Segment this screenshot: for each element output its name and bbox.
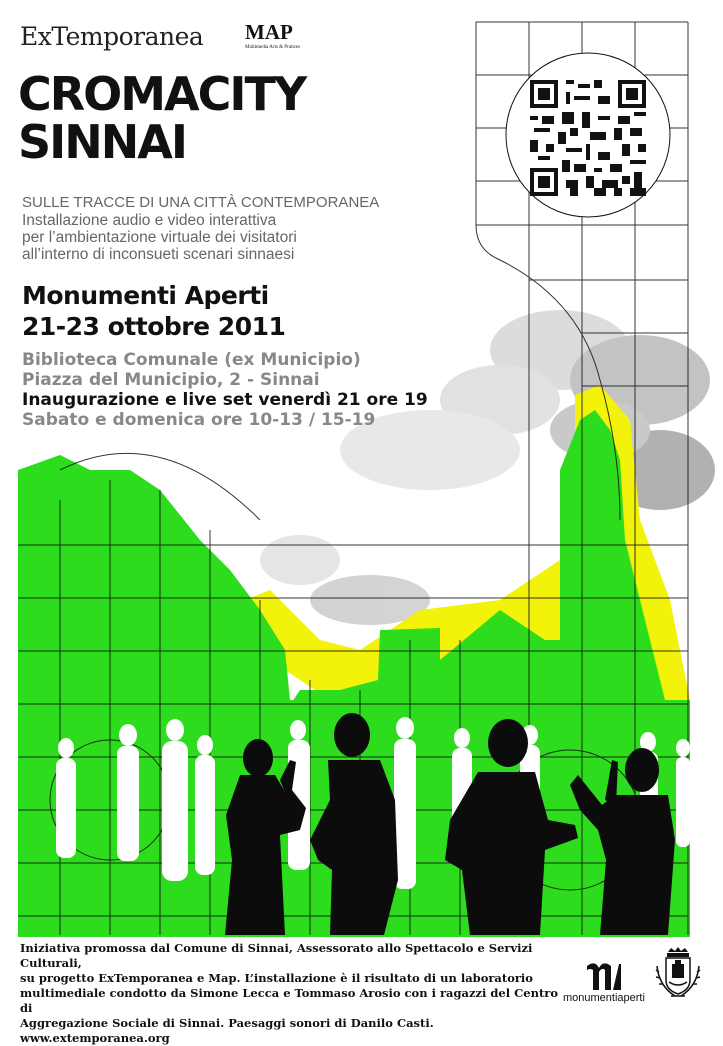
- green-tree: [18, 455, 290, 720]
- footer-line-1: Iniziativa promossa dal Comune di Sinnai, Assessorato allo Spettacolo e Servizi Culturali,: [20, 941, 533, 970]
- map-logo: MAP: [245, 20, 293, 44]
- monumenti-aperti-text: monumentiaperti: [563, 992, 645, 1004]
- event-dates: 21-23 ottobre 2011: [22, 312, 286, 341]
- poster-subtitle: SULLE TRACCE DI UNA CITTÀ CONTEMPORANEA: [22, 194, 380, 211]
- description-line-1: Installazione audio e video interattiva: [22, 212, 277, 229]
- monumenti-aperti-logo-icon: [583, 960, 623, 992]
- qr-code-icon[interactable]: [530, 80, 646, 196]
- event-heading: [22, 280, 285, 342]
- venue-info: [22, 350, 428, 430]
- venue-line-4: Sabato e domenica ore 10-13 / 15-19: [22, 410, 376, 430]
- footer-credits: [20, 941, 560, 1046]
- title-line-2: SINNAI: [18, 115, 186, 169]
- poster-title: [18, 67, 306, 169]
- footer-line-2: su progetto ExTemporanea e Map. L’installazione è il risultato di un laboratorio: [20, 971, 533, 985]
- venue-line-1: Biblioteca Comunale (ex Municipio): [22, 350, 361, 370]
- footer-line-4: Aggregazione Sociale di Sinnai. Paesaggi sonori di Danilo Casti. www.extemporanea.org: [20, 1016, 434, 1045]
- venue-line-2: Piazza del Municipio, 2 - Sinnai: [22, 370, 320, 390]
- venue-line-3: Inaugurazione e live set venerdì 21 ore 19: [22, 390, 428, 410]
- description-line-3: all’interno di inconsueti scenari sinnaesi: [22, 246, 295, 263]
- extemporanea-logo: ExTemporanea: [20, 22, 204, 51]
- footer-line-3: multimediale condotto da Simone Lecca e Tommaso Arosio con i ragazzi del Centro di: [20, 986, 558, 1015]
- map-logo-subtitle: Multimedia Arts & Pratices: [245, 45, 301, 50]
- title-line-1: CROMACITY: [18, 67, 306, 121]
- description-line-2: per l’ambientazione virtuale dei visitatori: [22, 229, 297, 246]
- description: [22, 212, 482, 263]
- monumenti-aperti-logo: [563, 960, 643, 1004]
- sinnai-crest-icon: [653, 946, 703, 1000]
- event-name: Monumenti Aperti: [22, 281, 269, 310]
